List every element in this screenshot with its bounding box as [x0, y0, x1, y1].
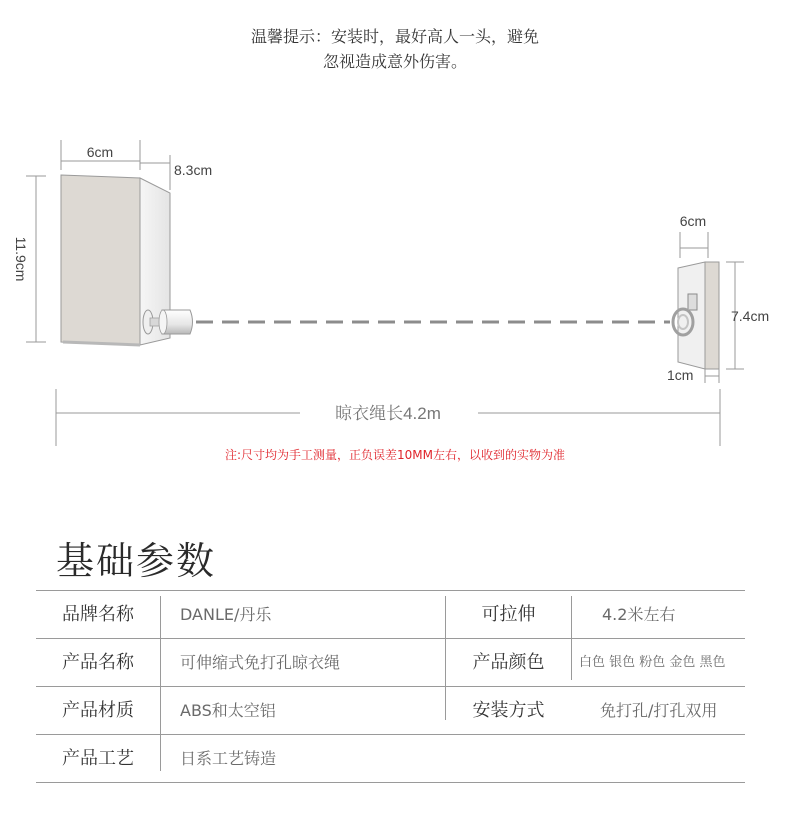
spec-label: 产品颜色	[472, 652, 545, 673]
pull-knob	[143, 310, 193, 334]
spec-label: 产品工艺	[62, 748, 134, 769]
section-title: 基础参数	[56, 539, 217, 583]
column-divider	[160, 596, 161, 771]
right-hook-box	[673, 262, 719, 369]
right-box-depth-label: 1cm	[667, 367, 694, 383]
spec-table	[36, 590, 745, 783]
measurement-note: 注:尺寸均为手工测量，正负误差10MM左右，以收到的实物为准	[224, 448, 566, 462]
left-box-height-label: 11.9cm	[13, 236, 29, 282]
spec-label: 品牌名称	[62, 604, 134, 625]
spec-value: 4.2米左右	[602, 605, 676, 624]
install-tip-line2: 忽视造成意外伤害。	[322, 52, 467, 71]
spec-label: 安装方式	[472, 700, 545, 721]
spec-label: 可拉伸	[481, 604, 536, 625]
install-tip-line1: 温馨提示：安装时，最好高人一头，避免	[250, 27, 539, 46]
spec-row	[36, 638, 745, 686]
line-length-label: 晾衣绳长4.2m	[335, 404, 441, 423]
spec-value: 免打孔/打孔双用	[600, 701, 718, 720]
spec-label: 产品材质	[62, 700, 134, 721]
spec-value: 可伸缩式免打孔晾衣绳	[180, 653, 341, 672]
right-box-width-label: 6cm	[679, 213, 707, 229]
right-box-height-label: 7.4cm	[731, 308, 770, 324]
spec-row	[36, 686, 745, 734]
spec-row	[36, 590, 745, 638]
spec-value: ABS和太空铝	[180, 701, 276, 720]
spec-label: 产品名称	[62, 652, 134, 673]
spec-value: 日系工艺铸造	[180, 749, 277, 768]
column-divider	[571, 596, 572, 680]
left-box-width-label: 6cm	[86, 144, 114, 160]
spec-value: 白色 银色 粉色 金色 黑色	[579, 655, 726, 670]
spec-row	[36, 734, 745, 783]
left-box-depth-label: 8.3cm	[174, 162, 213, 178]
column-divider	[445, 596, 446, 720]
spec-value: DANLE/丹乐	[180, 605, 272, 624]
